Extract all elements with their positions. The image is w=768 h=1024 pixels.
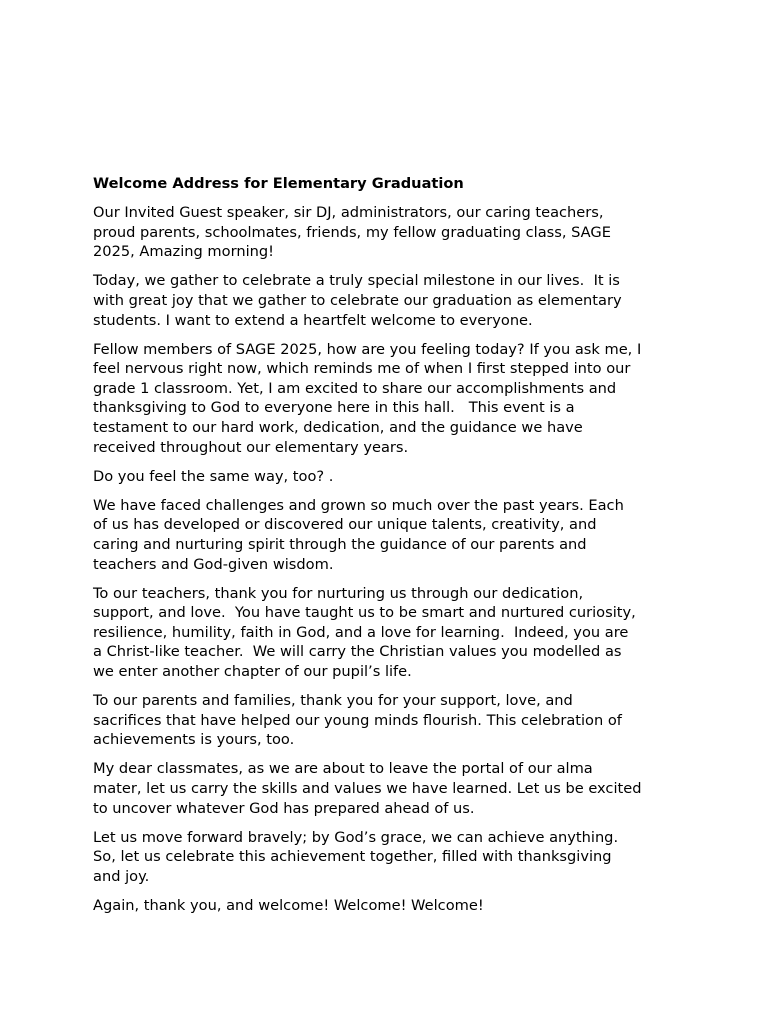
paragraph	[93, 584, 683, 682]
paragraph-line: thanksgiving to God to everyone here in this hall. This event is a	[93, 399, 575, 417]
paragraph-line: So, let us celebrate this achievement together, filled with thanksgiving	[93, 848, 612, 866]
document-page	[93, 174, 683, 925]
paragraph-line: of us has developed or discovered our unique talents, creativity, and	[93, 516, 597, 534]
paragraph-line: students. I want to extend a heartfelt welcome to everyone.	[93, 311, 533, 329]
paragraph	[93, 467, 683, 487]
paragraph-line: resilience, humility, faith in God, and a love for learning. Indeed, you are	[93, 623, 629, 641]
paragraph-line: with great joy that we gather to celebrate our graduation as elementary	[93, 291, 622, 309]
paragraph	[93, 828, 683, 887]
paragraph-line: Again, thank you, and welcome! Welcome! Welcome!	[93, 897, 484, 914]
paragraph-line: we enter another chapter of our pupil’s life.	[93, 663, 412, 681]
paragraph-line: caring and nurturing spirit through the guidance of our parents and	[93, 536, 587, 553]
paragraph-line: a Christ-like teacher. We will carry the Christian values you modelled as	[93, 643, 622, 661]
paragraph-line: We have faced challenges and grown so much over the past years. Each	[93, 496, 624, 514]
document-body	[93, 203, 683, 916]
paragraph	[93, 691, 683, 750]
paragraph-line: My dear classmates, as we are about to leave the portal of our alma	[93, 760, 593, 778]
paragraph-line: Today, we gather to celebrate a truly special milestone in our lives. It is	[93, 272, 620, 290]
paragraph-line: mater, let us carry the skills and values we have learned. Let us be excited	[93, 780, 642, 798]
paragraph	[93, 759, 683, 818]
paragraph-line: testament to our hard work, dedication, and the guidance we have	[93, 419, 583, 437]
paragraph	[93, 340, 683, 458]
paragraph-line: feel nervous right now, which reminds me of when I first stepped into our	[93, 360, 631, 378]
document-title: Welcome Address for Elementary Graduation	[93, 175, 464, 192]
paragraph-line: received throughout our elementary years.	[93, 438, 409, 456]
paragraph-line: To our teachers, thank you for nurturing us through our dedication,	[93, 584, 584, 602]
paragraph	[93, 271, 683, 330]
paragraph-line: 2025, Amazing morning!	[93, 243, 274, 261]
paragraph-line: proud parents, schoolmates, friends, my fellow graduating class, SAGE	[93, 223, 611, 241]
paragraph-line: To our parents and families, thank you for your support, love, and	[93, 692, 573, 710]
paragraph-line: sacrifices that have helped our young minds flourish. This celebration of	[93, 711, 622, 729]
paragraph-line: Let us move forward bravely; by God’s grace, we can achieve anything.	[93, 828, 619, 846]
paragraph-line: Our Invited Guest speaker, sir DJ, administrators, our caring teachers,	[93, 204, 604, 222]
paragraph	[93, 896, 683, 916]
paragraph-line: support, and love. You have taught us to be smart and nurtured curiosity,	[93, 604, 636, 622]
paragraph-line: Fellow members of SAGE 2025, how are you feeling today? If you ask me, I	[93, 340, 642, 358]
paragraph-line: teachers and God-given wisdom.	[93, 555, 334, 573]
paragraph-line: achievements is yours, too.	[93, 731, 295, 749]
paragraph-line: to uncover whatever God has prepared ahead of us.	[93, 799, 475, 817]
paragraph	[93, 496, 683, 574]
paragraph-line: Do you feel the same way, too? .	[93, 467, 334, 485]
paragraph-line: grade 1 classroom. Yet, I am excited to share our accomplishments and	[93, 379, 617, 397]
paragraph	[93, 203, 683, 262]
paragraph-line: and joy.	[93, 867, 150, 885]
